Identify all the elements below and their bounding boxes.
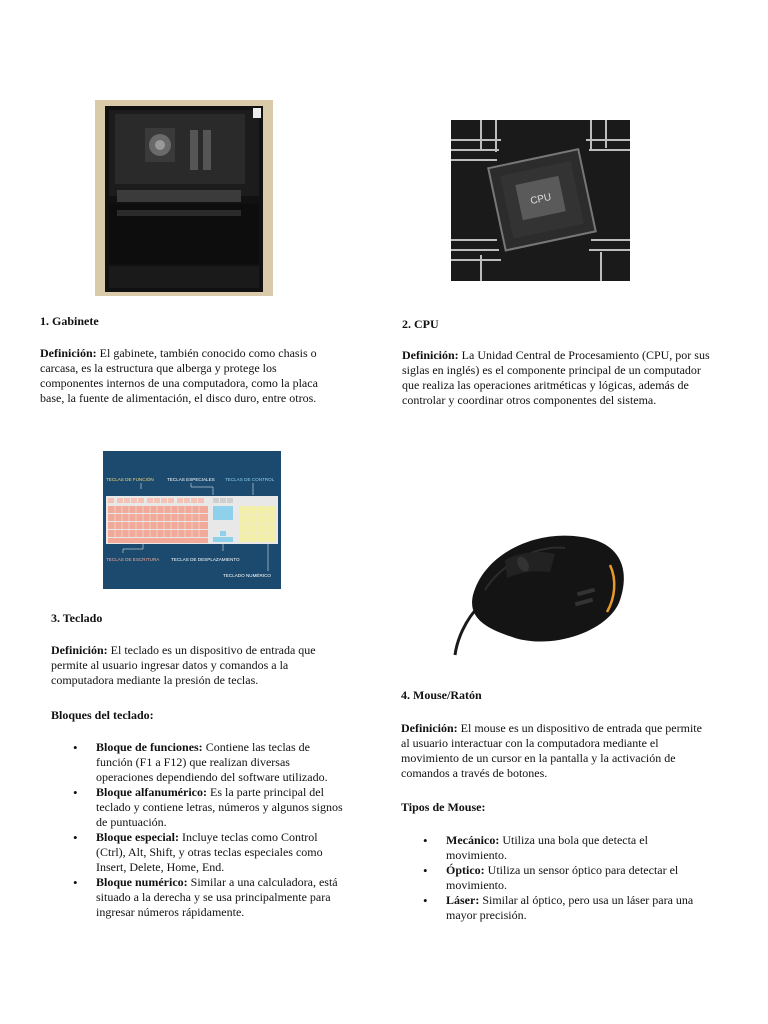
teclado-bullet-list: [51, 740, 346, 920]
cpu-definition: [402, 348, 714, 408]
mouse-def-text: El mouse es un dispositivo de entrada que permite al usuario interactuar con la computadora mediante el movimiento de un cursor en la pantalla y la activación de comandos a través de botones.: [401, 721, 702, 780]
bullet-label: Bloque especial:: [96, 830, 179, 844]
bullet-label: Bloque numérico:: [96, 875, 188, 889]
list-item: [401, 833, 701, 863]
label-desplazamiento: TECLAS DE DESPLAZAMIENTO: [171, 557, 240, 562]
bullet-text: Utiliza un sensor óptico para detectar el movimiento.: [446, 863, 679, 892]
bullet-label: Mecánico:: [446, 833, 500, 847]
mouse-title: 4. Mouse/Ratón: [401, 688, 482, 702]
cpu-def-label: Definición:: [402, 348, 459, 362]
label-funcion: TECLAS DE FUNCIÓN: [106, 477, 154, 482]
label-especiales: TECLAS ESPECIALES: [167, 477, 215, 482]
bullet-label: Láser:: [446, 893, 480, 907]
list-item: [51, 785, 346, 830]
keyboard-diagram: [103, 451, 281, 589]
cpu-image: [451, 120, 630, 281]
bullet-label: Bloque alfanumérico:: [96, 785, 207, 799]
bullet-text: Utiliza una bola que detecta el movimiento.: [446, 833, 648, 862]
gabinete-definition: [40, 346, 340, 406]
teclado-def-text: El teclado es un dispositivo de entrada que permite al usuario ingresar datos y comandos a la computadora mediante la presión de teclas.: [51, 643, 316, 687]
teclado-subheading: Bloques del teclado:: [51, 708, 154, 722]
bullet-text: Contiene las teclas de función (F1 a F12) que realizan diversas operaciones dependiendo del software utilizado.: [96, 740, 328, 784]
teclado-definition: [51, 643, 341, 688]
bullet-text: Es la parte principal del teclado y contiene letras, números y algunos signos de puntuación.: [96, 785, 343, 829]
cpu-def-text: La Unidad Central de Procesamiento (CPU, por sus siglas en inglés) es el componente principal de un computador que realiza las operaciones aritméticas y lógicas, además de controlar y coordinar otros componentes del sistema.: [402, 348, 710, 407]
cpu-title: 2. CPU: [402, 317, 439, 331]
label-control: TECLAS DE CONTROL: [225, 477, 275, 482]
mouse-image: [445, 520, 645, 660]
cpu-chip-label: CPU: [529, 191, 553, 208]
bullet-text: Similar al óptico, pero usa un láser para una mayor precisión.: [446, 893, 694, 922]
list-item: [401, 863, 701, 893]
mouse-definition: [401, 721, 711, 781]
gabinete-title: 1. Gabinete: [40, 314, 99, 328]
bullet-label: Óptico:: [446, 863, 485, 877]
mouse-def-label: Definición:: [401, 721, 458, 735]
list-item: [401, 893, 701, 923]
list-item: [51, 830, 346, 875]
label-numerico: TECLADO NUMÉRICO: [223, 573, 271, 578]
mouse-bullet-list: [401, 833, 701, 923]
gabinete-def-label: Definición:: [40, 346, 97, 360]
teclado-title: 3. Teclado: [51, 611, 103, 625]
list-item: [51, 740, 346, 785]
teclado-def-label: Definición:: [51, 643, 108, 657]
label-escritura: TECLAS DE ESCRITURA: [106, 557, 160, 562]
gabinete-def-text: El gabinete, también conocido como chasis o carcasa, es la estructura que alberga y protege los componentes internos de una computadora, como la placa base, la fuente de alimentación, el disco duro, entre otros.: [40, 346, 318, 405]
mouse-subheading: Tipos de Mouse:: [401, 800, 486, 814]
bullet-text: Incluye teclas como Control (Ctrl), Alt, Shift, y otras teclas especiales como Insert, Delete, Home, End.: [96, 830, 323, 874]
list-item: [51, 875, 346, 920]
gabinete-image: [95, 100, 273, 296]
bullet-label: Bloque de funciones:: [96, 740, 203, 754]
bullet-text: Similar a una calculadora, está situado a la derecha y se usa principalmente para ingresar números rápidamente.: [96, 875, 338, 919]
